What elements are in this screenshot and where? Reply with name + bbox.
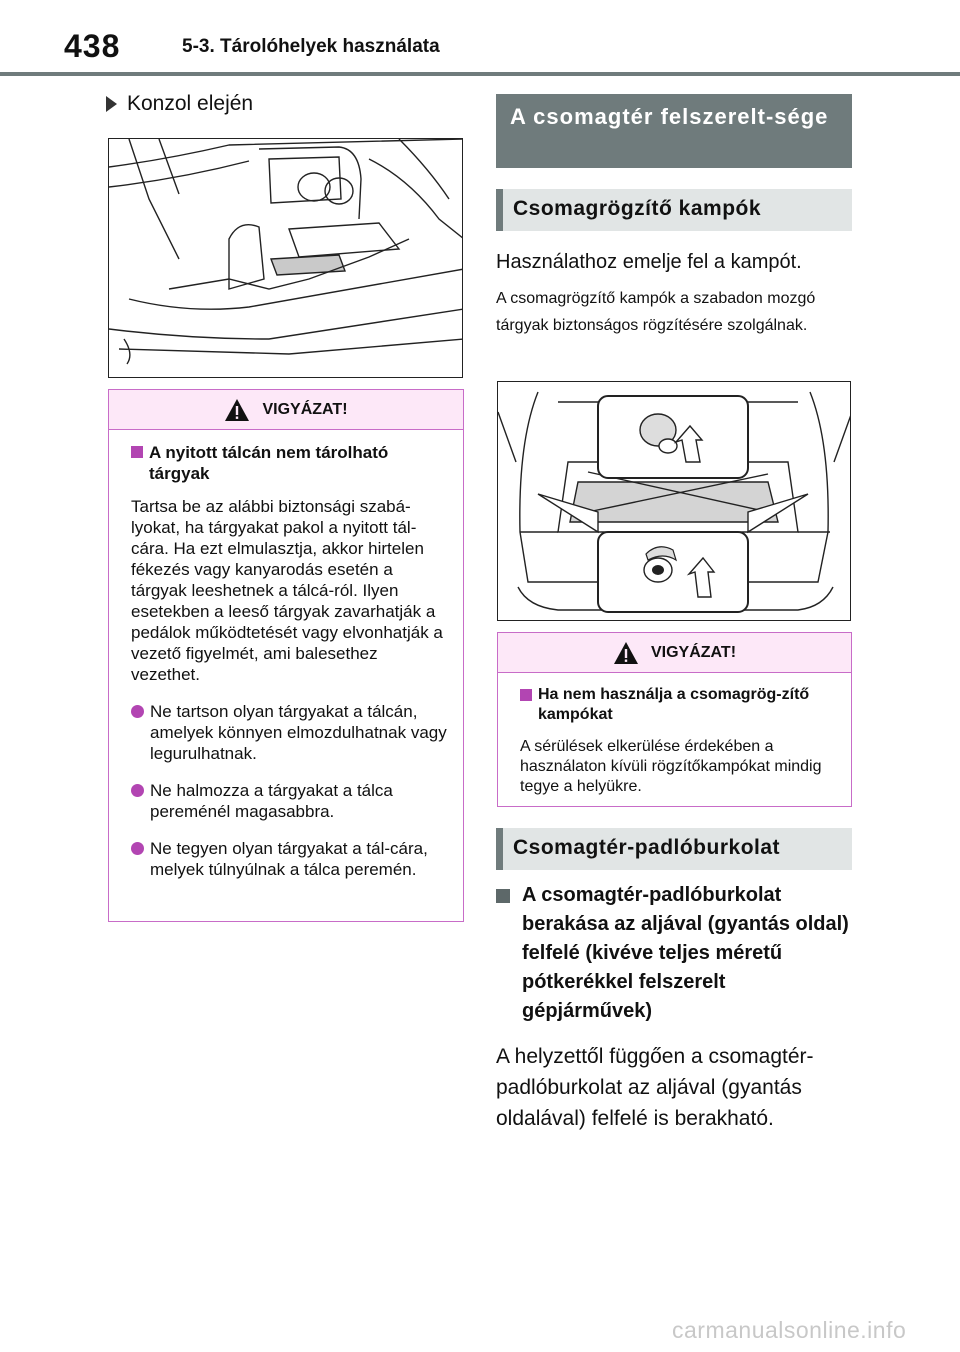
caution-item-title-text: A nyitott tálcán nem tárolható tárgyak bbox=[149, 443, 389, 483]
caution-body bbox=[109, 430, 463, 890]
caution-bullet-text: Ne tegyen olyan tárgyakat a tál-cára, melyek túlnyúlnak a tálca peremén. bbox=[150, 839, 428, 879]
trunk-drawing bbox=[498, 382, 851, 621]
caution-title: VIGYÁZAT! bbox=[650, 643, 737, 661]
watermark-logo bbox=[672, 1316, 944, 1344]
floor-cover-heading-text: A csomagtér-padlóburkolat berakása az aljával (gyantás oldal) felfelé (kivéve teljes méretű pótkerékkel felszerelt gépjárművek) bbox=[522, 884, 849, 1022]
console-front-subheading bbox=[106, 92, 253, 116]
caution-item-title bbox=[131, 442, 449, 484]
floor-cover-heading bbox=[496, 881, 852, 1026]
caution-item-title-text: Ha nem használja a csomagrög-zítő kampókat bbox=[538, 686, 810, 723]
section-banner-luggage-features: A csomagtér felszerelt-sége bbox=[496, 94, 852, 168]
square-bullet-icon bbox=[131, 446, 143, 458]
caution-header bbox=[498, 633, 851, 673]
svg-text:carmanualsonline.info: carmanualsonline.info bbox=[672, 1317, 907, 1343]
page-number: 438 bbox=[64, 28, 121, 64]
caution-bullet-text: Ne tartson olyan tárgyakat a tálcán, amelyek könnyen elmozdulhatnak vagy legurulhatnak. bbox=[150, 702, 447, 763]
warning-triangle-icon bbox=[224, 398, 250, 422]
section-title: 5-3. Tárolóhelyek használata bbox=[182, 36, 440, 57]
hooks-description: A csomagrögzítő kampók a szabadon mozgó tárgyak biztonságos rögzítésére szolgálnak. bbox=[496, 290, 816, 334]
console-drawing bbox=[109, 139, 463, 378]
caution-paragraph: A sérülések elkerülése érdekében a használaton kívüli rögzítőkampókat mindig tegye a helyükre. bbox=[520, 738, 822, 795]
caution-bullet bbox=[131, 780, 449, 822]
caution-bullet bbox=[131, 838, 449, 880]
square-bullet-icon bbox=[520, 689, 532, 701]
page-header bbox=[0, 0, 960, 80]
hooks-instruction: Használathoz emelje fel a kampót. bbox=[496, 251, 802, 273]
subsection-banner-hooks: Csomagrögzítő kampók bbox=[496, 189, 852, 231]
circle-bullet-icon bbox=[131, 784, 144, 797]
warning-triangle-icon bbox=[613, 641, 639, 665]
caution-item-title bbox=[520, 685, 837, 725]
header-divider bbox=[0, 72, 960, 76]
square-bullet-icon bbox=[496, 889, 510, 903]
caution-bullet-text: Ne halmozza a tárgyakat a tálca pereménél magasabbra. bbox=[150, 781, 393, 821]
caution-bullet bbox=[131, 701, 449, 764]
subheading-label: Konzol elején bbox=[127, 92, 254, 115]
floor-cover-description: A helyzettől függően a csomagtér-padlóburkolat az aljával (gyantás oldalával) felfelé is berakható. bbox=[496, 1045, 814, 1130]
caution-box-open-tray bbox=[108, 389, 464, 922]
trunk-hooks-illustration bbox=[497, 381, 851, 621]
caution-box-hooks bbox=[497, 632, 852, 807]
circle-bullet-icon bbox=[131, 705, 144, 718]
console-tray-illustration bbox=[108, 138, 463, 378]
subsection-banner-floor-cover: Csomagtér-padlóburkolat bbox=[496, 828, 852, 870]
caution-body bbox=[498, 673, 851, 807]
circle-bullet-icon bbox=[131, 842, 144, 855]
caution-header bbox=[109, 390, 463, 430]
triangle-bullet-icon bbox=[106, 96, 117, 112]
caution-title: VIGYÁZAT! bbox=[262, 400, 348, 418]
caution-paragraph: Tartsa be az alábbi biztonsági szabá-lyokat, ha tárgyakat pakol a nyitott tál-cára. Ha ezt elmulasztja, akkor hirtelen fékezés vagy kanyarodás esetén a tárgyak leeshetnek a tálcá-ról. Ilyen esetekben a leeső tárgyak zavarhatják a pedálok működtetését vagy elvonhatják a vezető figyelmét, ami balesethez vezethet. bbox=[131, 497, 443, 684]
